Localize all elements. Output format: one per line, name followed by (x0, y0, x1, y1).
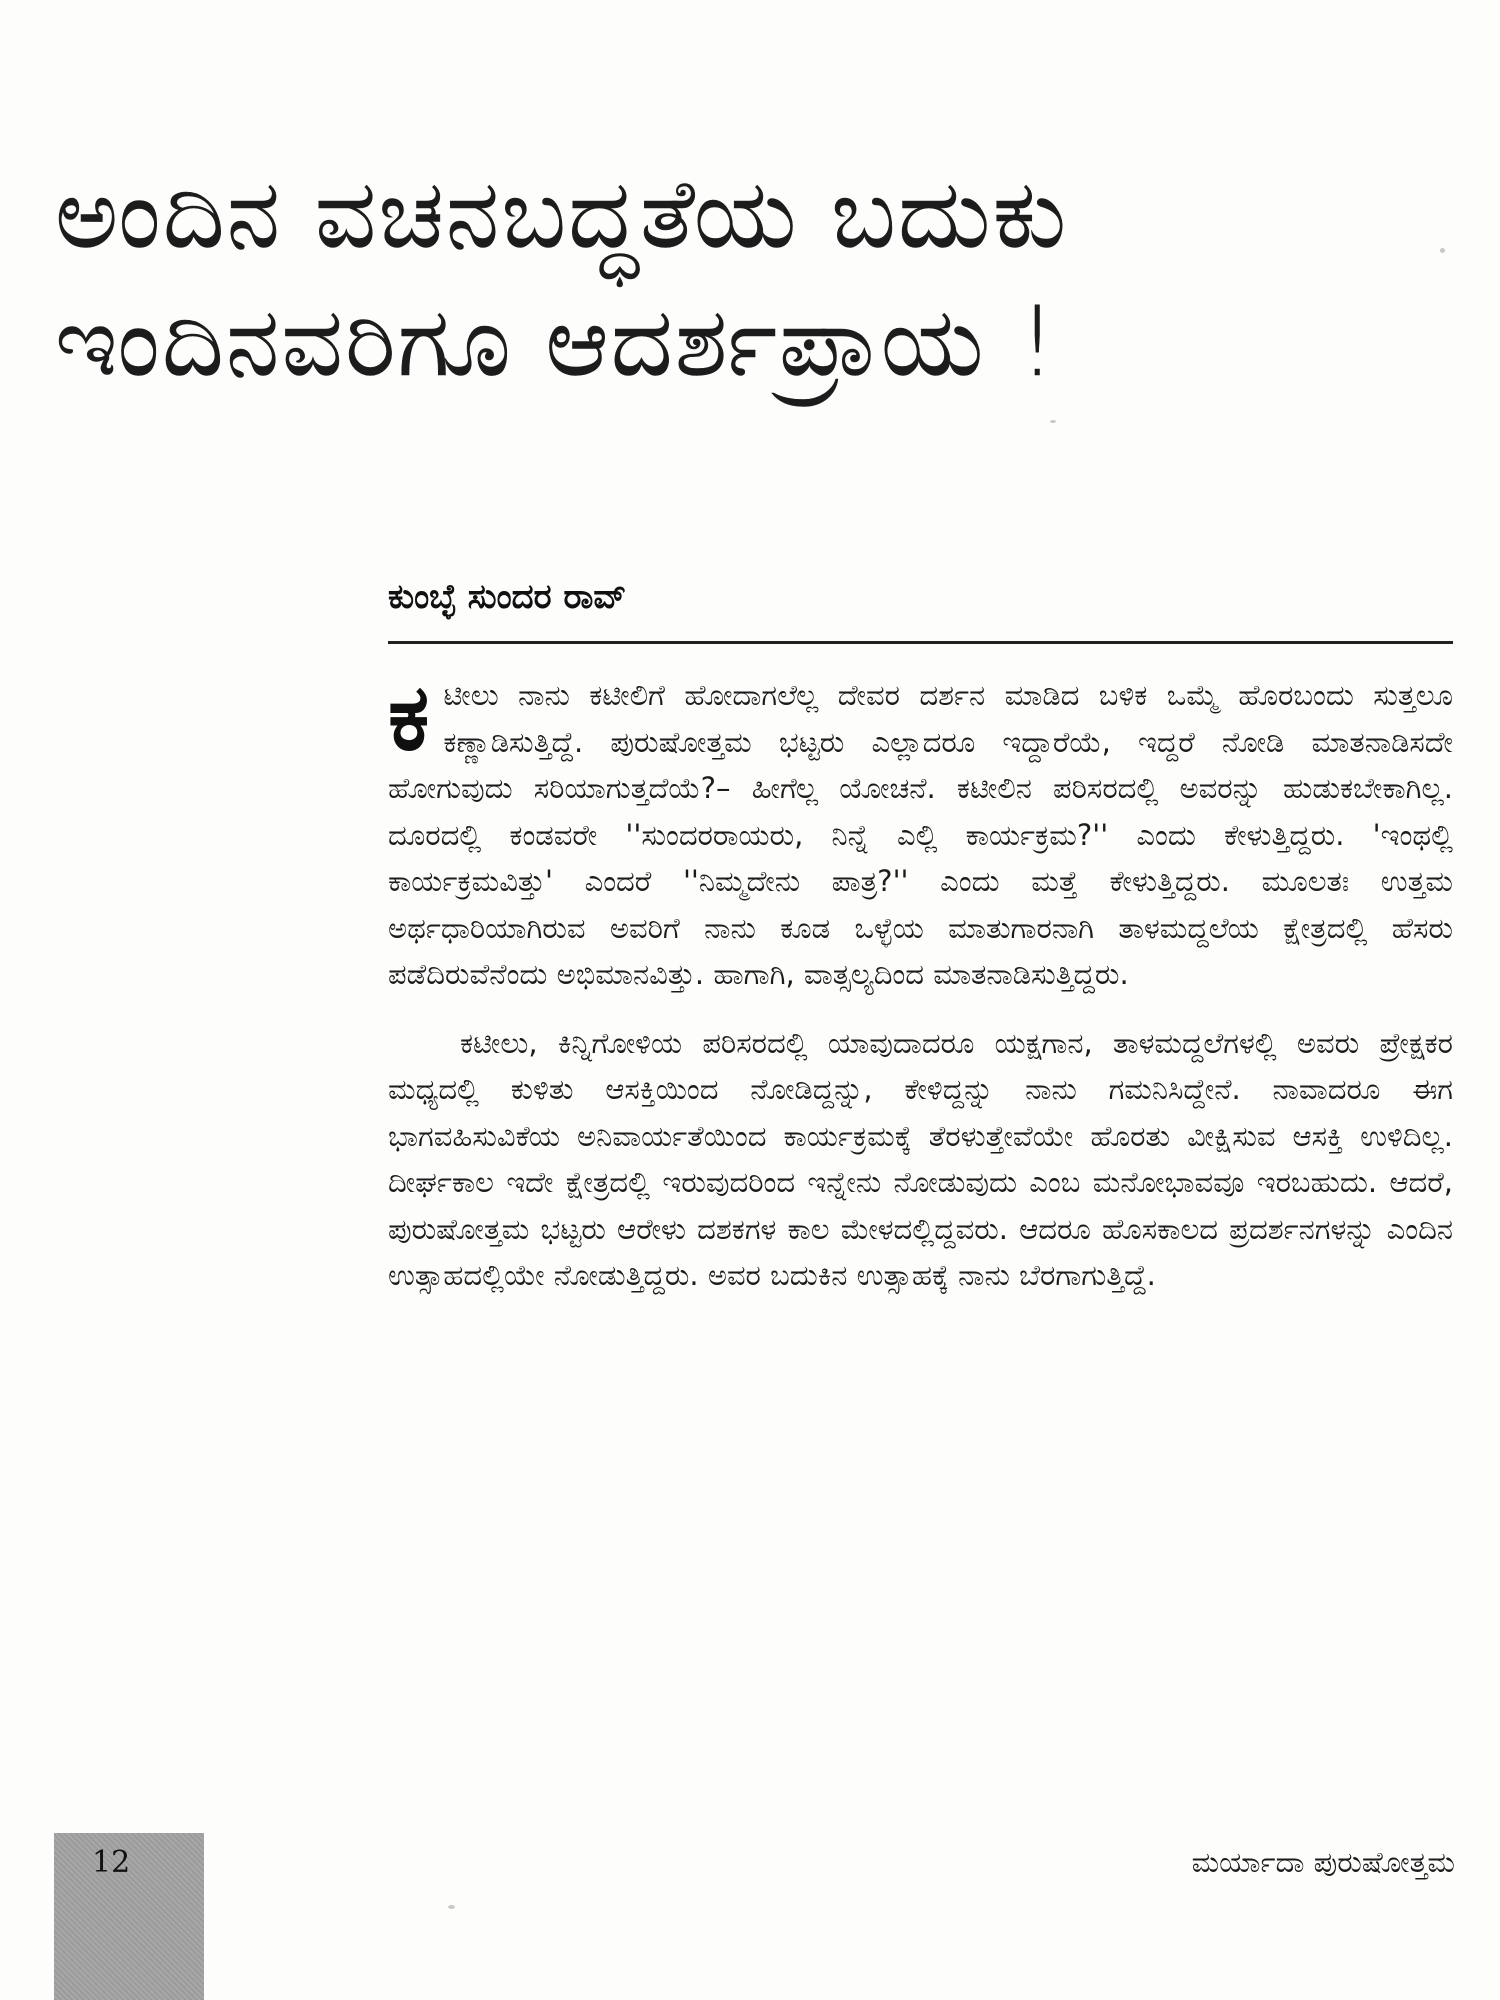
print-speck (1440, 248, 1445, 253)
article-title (55, 150, 1455, 406)
author-name: ಕುಂಬ್ಳೆ ಸುಂದರ ರಾವ್ (388, 577, 627, 617)
paragraph-2: ಕಟೀಲು, ಕಿನ್ನಿಗೋಳಿಯ ಪರಿಸರದಲ್ಲಿ ಯಾವುದಾದರೂ ಯಕ್ಷಗಾನ, ತಾಳಮದ್ದಲೆಗಳಲ್ಲಿ ಅವರು ಪ್ರೇಕ್ಷಕರ ಮಧ್ಯದಲ್ಲಿ ಕುಳಿತು ಆಸಕ್ತಿಯಿಂದ ನೋಡಿದ್ದನ್ನು, ಕೇಳಿದ್ದನ್ನು ನಾನು ಗಮನಿಸಿದ್ದೇನೆ. ನಾವಾದರೂ ಈಗ ಭಾಗವಹಿಸುವಿಕೆಯ ಅನಿವಾರ್ಯತೆಯಿಂದ ಕಾರ್ಯಕ್ರಮಕ್ಕೆ ತೆರಳುತ್ತೇವೆಯೇ ಹೊರತು ವೀಕ್ಷಿಸುವ ಆಸಕ್ತಿ ಉಳಿದಿಲ್ಲ. ದೀರ್ಘಕಾಲ ಇದೇ ಕ್ಷೇತ್ರದಲ್ಲಿ ಇರುವುದರಿಂದ ಇನ್ನೇನು ನೋಡುವುದು ಎಂಬ ಮನೋಭಾವವೂ ಇರಬಹುದು. ಆದರೆ, ಪುರುಷೋತ್ತಮ ಭಟ್ಟರು ಆರೇಳು ದಶಕಗಳ ಕಾಲ ಮೇಳದಲ್ಲಿದ್ದವರು. ಆದರೂ ಹೊಸಕಾಲದ ಪ್ರದರ್ಶನಗಳನ್ನು ಎಂದಿನ ಉತ್ಸಾಹದಲ್ಲಿಯೇ ನೋಡುತ್ತಿದ್ದರು. ಅವರ ಬದುಕಿನ ಉತ್ಸಾಹಕ್ಕೆ ನಾನು ಬೆರಗಾಗುತ್ತಿದ್ದೆ. (388, 1025, 1453, 1292)
print-speck (448, 1905, 455, 1909)
paragraph-1-text: ಟೀಲು ನಾನು ಕಟೀಲಿಗೆ ಹೋದಾಗಲೆಲ್ಲ ದೇವರ ದರ್ಶನ ಮಾಡಿದ ಬಳಿಕ ಒಮ್ಮೆ ಹೊರಬಂದು ಸುತ್ತಲೂ ಕಣ್ಣಾಡಿಸುತ್ತಿದ್ದೆ. ಪುರುಷೋತ್ತಮ ಭಟ್ಟರು ಎಲ್ಲಾದರೂ ಇದ್ದಾರೆಯೆ, ಇದ್ದರೆ ನೋಡಿ ಮಾತನಾಡಿಸದೇ ಹೋಗುವುದು ಸರಿಯಾಗುತ್ತದೆಯೆ?– ಹೀಗೆಲ್ಲ ಯೋಚನೆ. ಕಟೀಲಿನ ಪರಿಸರದಲ್ಲಿ ಅವರನ್ನು ಹುಡುಕಬೇಕಾಗಿಲ್ಲ. ದೂರದಲ್ಲಿ ಕಂಡವರೇ ''ಸುಂದರರಾಯರು, ನಿನ್ನೆ ಎಲ್ಲಿ ಕಾರ್ಯಕ್ರಮ?'' ಎಂದು ಕೇಳುತ್ತಿದ್ದರು. 'ಇಂಥಲ್ಲಿ ಕಾರ್ಯಕ್ರಮವಿತ್ತು' ಎಂದರೆ ''ನಿಮ್ಮದೇನು ಪಾತ್ರ?'' ಎಂದು ಮತ್ತೆ ಕೇಳುತ್ತಿದ್ದರು. ಮೂಲತಃ ಉತ್ತಮ ಅರ್ಥಧಾರಿಯಾಗಿರುವ ಅವರಿಗೆ ನಾನು ಕೂಡ ಒಳ್ಳೆಯ ಮಾತುಗಾರನಾಗಿ ತಾಳಮದ್ದಲೆಯ ಕ್ಷೇತ್ರದಲ್ಲಿ ಹೆಸರು ಪಡೆದಿರುವೆನೆಂದು ಅಭಿಮಾನವಿತ್ತು. ಹಾಗಾಗಿ, ವಾತ್ಸಲ್ಯದಿಂದ ಮಾತನಾಡಿಸುತ್ತಿದ್ದರು. (388, 678, 1453, 991)
article-title-line-2: ಇಂದಿನವರಿಗೂ ಆದರ್ಶಪ್ರಾಯ ! (55, 286, 1059, 398)
drop-cap: ಕ (388, 664, 430, 771)
paragraph-1 (388, 664, 1453, 998)
page-number: 12 (92, 1845, 131, 1880)
running-footer-title: ಮರ್ಯಾದಾ ಪುರುಷೋತ್ತಮ (1191, 1845, 1455, 1879)
article-title-line-1: ಅಂದಿನ ವಚನಬದ್ಧತೆಯ ಬದುಕು (55, 158, 1069, 270)
article-body (388, 664, 1453, 1299)
author-divider (388, 641, 1453, 644)
print-speck (1050, 420, 1056, 423)
